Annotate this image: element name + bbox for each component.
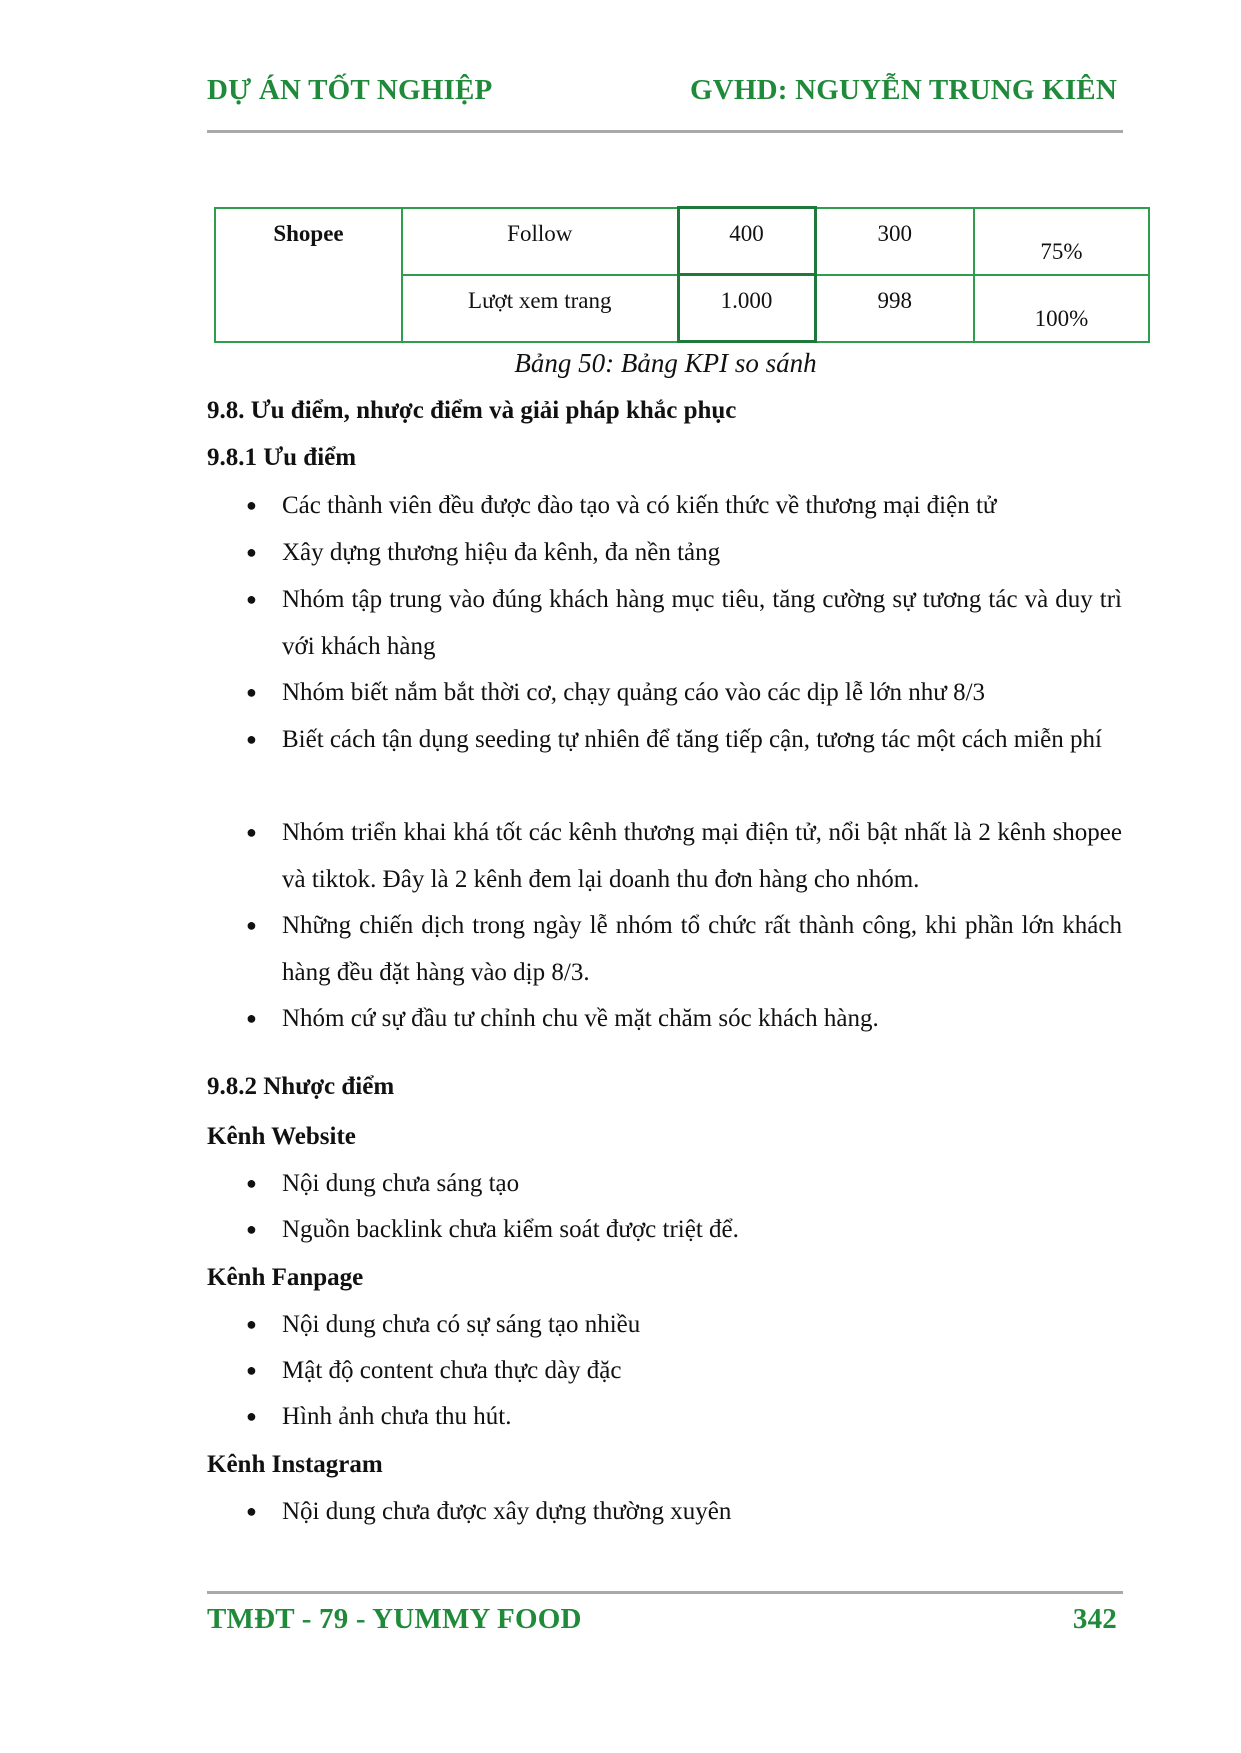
bullet-icon: ● [246, 1008, 257, 1028]
bullet-icon: ● [246, 729, 257, 749]
disadvantages-title: 9.8.2 Nhược điểm [207, 1073, 395, 1100]
list-item: ● Hình ảnh chưa thu hút. [246, 1393, 1122, 1440]
list-item: ● Nội dung chưa có sự sáng tạo nhiều [246, 1301, 1122, 1348]
actual-cell: 300 [815, 208, 974, 275]
instagram-title: Kênh Instagram [207, 1451, 383, 1478]
list-item: ● Nhóm tập trung vào đúng khách hàng mục tiêu, tăng cường sự tương tác và duy trì với khách hàng [246, 576, 1122, 670]
list-item: ● Nhóm biết nắm bắt thời cơ, chạy quảng cáo vào các dịp lễ lớn như 8/3 [246, 669, 1122, 716]
table-row [215, 208, 1149, 275]
list-item: ● Nhóm triển khai khá tốt các kênh thương mại điện tử, nổi bật nhất là 2 kênh shopee và tiktok. Đây là 2 kênh đem lại doanh thu đơn hàng cho nhóm. [246, 809, 1122, 903]
bullet-icon: ● [246, 1219, 257, 1239]
list-item: ● Xây dựng thương hiệu đa kênh, đa nền tảng [246, 529, 1122, 576]
table-caption: Bảng 50: Bảng KPI so sánh [514, 348, 817, 378]
list-item: ● Nguồn backlink chưa kiểm soát được triệt để. [246, 1206, 1122, 1253]
advantages-title: 9.8.1 Ưu điểm [207, 444, 357, 471]
footer-left: TMĐT - 79 - YUMMY FOOD [207, 1603, 582, 1635]
target-cell: 400 [678, 208, 815, 275]
list-item: ● Nội dung chưa sáng tạo [246, 1160, 1122, 1207]
bullet-icon: ● [246, 1314, 257, 1334]
section-title: 9.8. Ưu điểm, nhược điểm và giải pháp khắc phục [207, 397, 737, 424]
bullet-icon: ● [246, 542, 257, 562]
percent-cell: 75% [974, 208, 1149, 275]
metric-cell: Lượt xem trang [402, 275, 678, 342]
list-item: ● Nhóm cứ sự đầu tư chỉnh chu về mặt chăm sóc khách hàng. [246, 995, 1122, 1042]
bullet-icon: ● [246, 589, 257, 609]
header-rule [207, 130, 1123, 133]
list-item: ● Biết cách tận dụng seeding tự nhiên để tăng tiếp cận, tương tác một cách miễn phí [246, 716, 1122, 763]
list-item: ● Nội dung chưa được xây dựng thường xuyên [246, 1488, 1122, 1535]
kpi-table [214, 206, 1150, 343]
metric-cell: Follow [402, 208, 678, 275]
fanpage-title: Kênh Fanpage [207, 1264, 364, 1291]
bullet-icon: ● [246, 1360, 257, 1380]
bullet-icon: ● [246, 1406, 257, 1426]
channel-cell: Shopee [215, 208, 402, 342]
website-title: Kênh Website [207, 1123, 356, 1150]
bullet-icon: ● [246, 1173, 257, 1193]
list-item: ● Các thành viên đều được đào tạo và có kiến thức về thương mại điện tử [246, 482, 1122, 529]
actual-cell: 998 [815, 275, 974, 342]
header-left: DỰ ÁN TỐT NGHIỆP [207, 74, 493, 106]
bullet-icon: ● [246, 495, 257, 515]
bullet-icon: ● [246, 822, 257, 842]
list-item: ● Những chiến dịch trong ngày lễ nhóm tổ chức rất thành công, khi phần lớn khách hàng đều đặt hàng vào dịp 8/3. [246, 902, 1122, 996]
page-number: 342 [1072, 1603, 1117, 1635]
bullet-icon: ● [246, 915, 257, 935]
footer-rule [207, 1591, 1123, 1594]
target-cell: 1.000 [678, 275, 815, 342]
percent-cell: 100% [974, 275, 1149, 342]
bullet-icon: ● [246, 1501, 257, 1521]
list-item: ● Mật độ content chưa thực dày đặc [246, 1347, 1122, 1394]
header-right: GVHD: NGUYỄN TRUNG KIÊN [689, 74, 1117, 106]
bullet-icon: ● [246, 682, 257, 702]
